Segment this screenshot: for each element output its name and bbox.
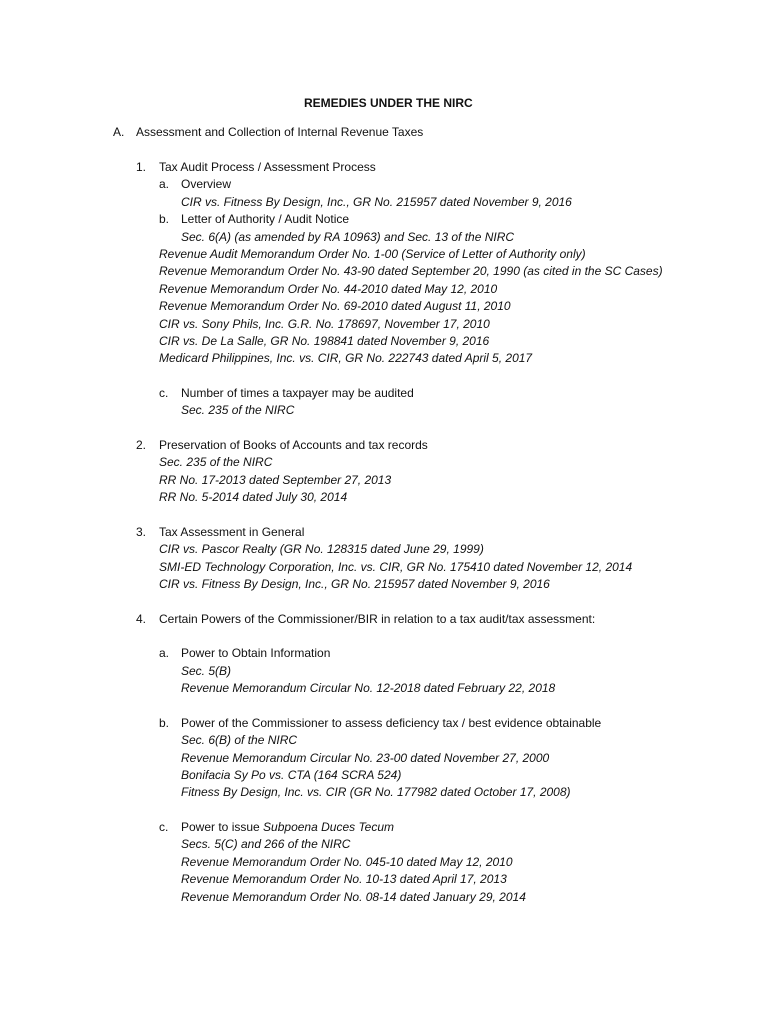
item-1b-ref: CIR vs. Sony Phils, Inc. G.R. No. 178697, November 17, 2010: [159, 317, 490, 331]
item-4a-ref: Revenue Memorandum Circular No. 12-2018 dated February 22, 2018: [181, 681, 556, 695]
item-4b-ref: Fitness By Design, Inc. vs. CIR (GR No. 177982 dated October 17, 2008): [181, 785, 571, 799]
item-4c-ref: Secs. 5(C) and 266 of the NIRC: [181, 837, 351, 851]
item-3-marker: 3.: [136, 525, 147, 539]
item-1b-marker: b.: [159, 212, 170, 226]
item-4-marker: 4.: [136, 612, 147, 626]
item-4-heading: Certain Powers of the Commissioner/BIR in relation to a tax audit/tax assessment:: [159, 612, 596, 626]
item-4b-ref: Bonifacia Sy Po vs. CTA (164 SCRA 524): [181, 768, 402, 782]
section-a-marker: A.: [113, 125, 125, 139]
item-2-ref: RR No. 5-2014 dated July 30, 2014: [159, 490, 348, 504]
item-1-marker: 1.: [136, 160, 147, 174]
item-2-ref: Sec. 235 of the NIRC: [159, 455, 273, 469]
item-3-ref: CIR vs. Pascor Realty (GR No. 128315 dated June 29, 1999): [159, 542, 484, 556]
item-1b-ref: Revenue Audit Memorandum Order No. 1-00 (Service of Letter of Authority only): [159, 247, 586, 261]
item-1a-heading: Overview: [181, 177, 232, 191]
item-1c-heading: Number of times a taxpayer may be audited: [181, 386, 414, 400]
page-title: REMEDIES UNDER THE NIRC: [304, 96, 473, 110]
item-1c-ref: Sec. 235 of the NIRC: [181, 403, 295, 417]
item-3-ref: CIR vs. Fitness By Design, Inc., GR No. 215957 dated November 9, 2016: [159, 577, 550, 591]
item-4c-marker: c.: [159, 820, 169, 834]
item-1b-ref: Medicard Philippines, Inc. vs. CIR, GR No. 222743 dated April 5, 2017: [159, 351, 533, 365]
item-1b-ref-main: Sec. 6(A) (as amended by RA 10963) and Sec. 13 of the NIRC: [181, 230, 515, 244]
item-4c-ref: Revenue Memorandum Order No. 08-14 dated January 29, 2014: [181, 890, 526, 904]
item-1-heading: Tax Audit Process / Assessment Process: [159, 160, 376, 174]
item-1a-ref: CIR vs. Fitness By Design, Inc., GR No. 215957 dated November 9, 2016: [181, 195, 572, 209]
item-4c-heading: [181, 820, 394, 834]
item-1c-marker: c.: [159, 386, 169, 400]
item-3-ref: SMI-ED Technology Corporation, Inc. vs. CIR, GR No. 175410 dated November 12, 2014: [159, 560, 633, 574]
item-1b-ref: Revenue Memorandum Order No. 44-2010 dated May 12, 2010: [159, 282, 498, 296]
item-1a-marker: a.: [159, 177, 170, 191]
item-4c-heading-prefix: Power to issue: [181, 820, 264, 834]
item-2-ref: RR No. 17-2013 dated September 27, 2013: [159, 473, 392, 487]
item-4c-ref: Revenue Memorandum Order No. 045-10 dated May 12, 2010: [181, 855, 513, 869]
item-2-marker: 2.: [136, 438, 147, 452]
item-4b-heading: Power of the Commissioner to assess deficiency tax / best evidence obtainable: [181, 716, 602, 730]
item-4b-marker: b.: [159, 716, 170, 730]
item-4b-ref: Sec. 6(B) of the NIRC: [181, 733, 298, 747]
item-1b-heading: Letter of Authority / Audit Notice: [181, 212, 350, 226]
item-3-heading: Tax Assessment in General: [159, 525, 305, 539]
item-4a-heading: Power to Obtain Information: [181, 646, 331, 660]
item-1b-ref: CIR vs. De La Salle, GR No. 198841 dated November 9, 2016: [159, 334, 490, 348]
section-a-heading: Assessment and Collection of Internal Revenue Taxes: [136, 125, 424, 139]
item-4c-ref: Revenue Memorandum Order No. 10-13 dated April 17, 2013: [181, 872, 507, 886]
item-1b-ref: Revenue Memorandum Order No. 43-90 dated September 20, 1990 (as cited in the SC Cases): [159, 264, 663, 278]
item-4a-ref: Sec. 5(B): [181, 664, 232, 678]
item-2-heading: Preservation of Books of Accounts and tax records: [159, 438, 428, 452]
item-1b-ref: Revenue Memorandum Order No. 69-2010 dated August 11, 2010: [159, 299, 511, 313]
item-4b-ref: Revenue Memorandum Circular No. 23-00 dated November 27, 2000: [181, 751, 550, 765]
item-4a-marker: a.: [159, 646, 170, 660]
item-4c-heading-italic: Subpoena Duces Tecum: [263, 820, 395, 834]
